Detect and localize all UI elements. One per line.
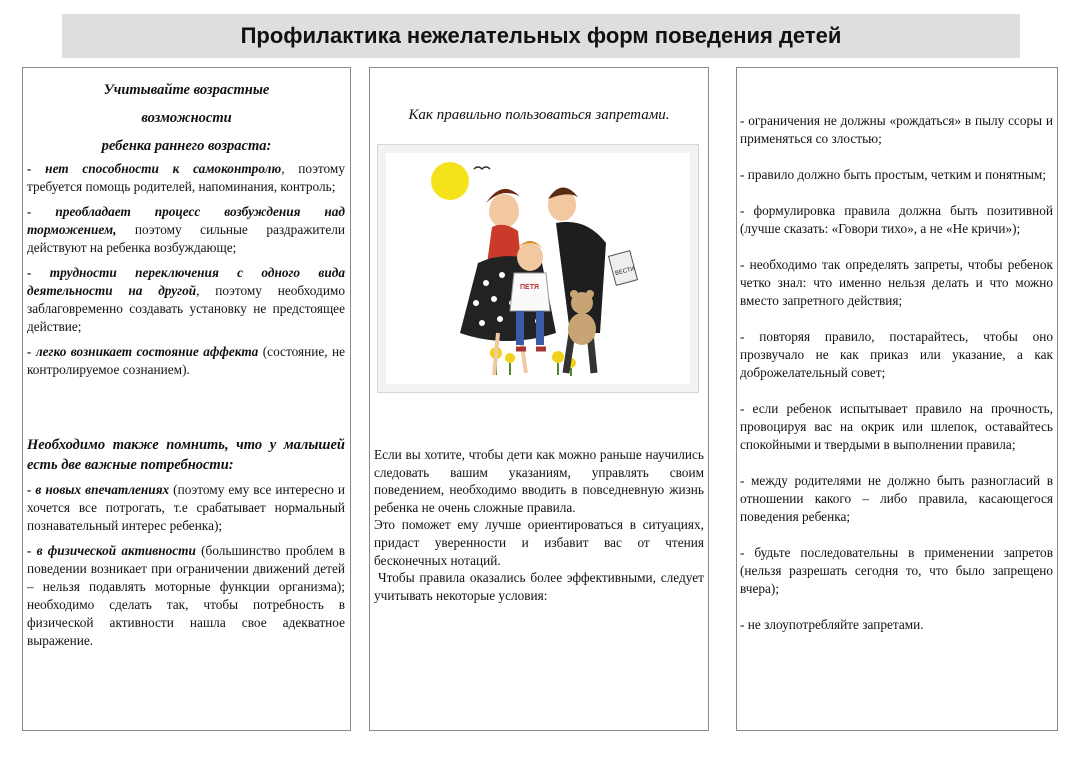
rule-item: - необходимо так определять запреты, чтобы ребенок четко знал: что именно нельзя делать и что можно вместо запретного действия; [740, 257, 1053, 308]
paragraph: Это поможет ему лучше ориентироваться в ситуациях, придаст уверенности и избавит вас от чтения бесконечных нотаций. [374, 517, 704, 568]
column2-text [374, 446, 704, 604]
age-feature-item: - нет способности к самоконтролю, поэтому требуется помощь родителей, напоминания, контроль; [27, 161, 345, 194]
rules-list [740, 112, 1053, 652]
age-feature-item: - трудности переключения с одного вида деятельности на другой, поэтому необходимо заблаговременно создавать установку не предстоящее действие; [27, 265, 345, 334]
shirt-label: ПЕТЯ [520, 284, 539, 291]
rule-item: - не злоупотребляйте запретами. [740, 617, 924, 632]
column-age-features [22, 67, 351, 731]
father-figure [548, 187, 638, 373]
rule-item: - правило должно быть простым, четким и понятным; [740, 167, 1047, 182]
rule-item: - между родителями не должно быть разногласий в отношении какого – либо правила, касающегося поведения ребенка; [740, 473, 1053, 524]
paragraph: Если вы хотите, чтобы дети как можно раньше научились следовать вашим указаниям, управлять своим поведением, необходимо вводить в повседневную жизнь ребенка не очень сложные правила. [374, 447, 704, 515]
newspaper-label: ВЕСТИ [614, 266, 636, 278]
rule-item: - формулировка правила должна быть позитивной (лучше сказать: «Говори тихо», а не «Не кричи»); [740, 203, 1053, 236]
rule-item: - если ребенок испытывает правило на прочность, провоцируя вас на окрик или шлепок, оставайтесь спокойными и твердыми в выполнении правила; [740, 401, 1053, 452]
column1-heading [23, 76, 350, 160]
bird-icon [474, 167, 490, 169]
age-feature-item: - легко возникает состояние аффекта (состояние, не контролируемое сознанием). [27, 344, 345, 377]
paragraph: Чтобы правила оказались более эффективными, следует учитывать некоторые условия: [374, 570, 704, 603]
need-item: - в новых впечатлениях (поэтому ему все интересно и хочется все потрогать, т.е срабатывает нормальный познавательный интерес ребенка); [27, 482, 345, 533]
title-bar [62, 14, 1020, 58]
sun-icon [431, 162, 469, 200]
column-prohibitions [369, 67, 709, 731]
rule-item: - будьте последовательны в применении запретов (нельзя разрешать сегодня то, что было запрещено вчера); [740, 545, 1053, 596]
rule-item: - ограничения не должны «рождаться» в пылу ссоры и применяться со злостью; [740, 113, 1053, 146]
needs-heading: Необходимо также помнить, что у малышей есть две важные потребности: [27, 437, 345, 473]
rule-item: - повторяя правило, постарайтесь, чтобы оно прозвучало не как приказ или указание, а как доброжелательный совет; [740, 329, 1053, 380]
column-rules [736, 67, 1058, 731]
page-title: Профилактика нежелательных форм поведения детей [240, 23, 842, 48]
heading-line: ребенка раннего возраста: [101, 138, 272, 154]
need-item: - в физической активности (большинство проблем в поведении возникает при ограничении движений детей – нельзя подавлять моторные функции организма); необходимо сделать так, чтобы потребность в физической активности нашла свое адекватное выражение. [27, 543, 345, 648]
heading-line: возможности [141, 110, 232, 126]
heading-line: Учитывайте возрастные [103, 82, 270, 98]
family-illustration-drawing [386, 153, 692, 386]
column2-heading: Как правильно пользоваться запретами. [408, 107, 670, 123]
family-illustration [377, 144, 699, 393]
age-feature-item: - преобладает процесс возбуждения над торможением, поэтому сильные раздражители действуют на ребенка возбуждающе; [27, 204, 345, 255]
